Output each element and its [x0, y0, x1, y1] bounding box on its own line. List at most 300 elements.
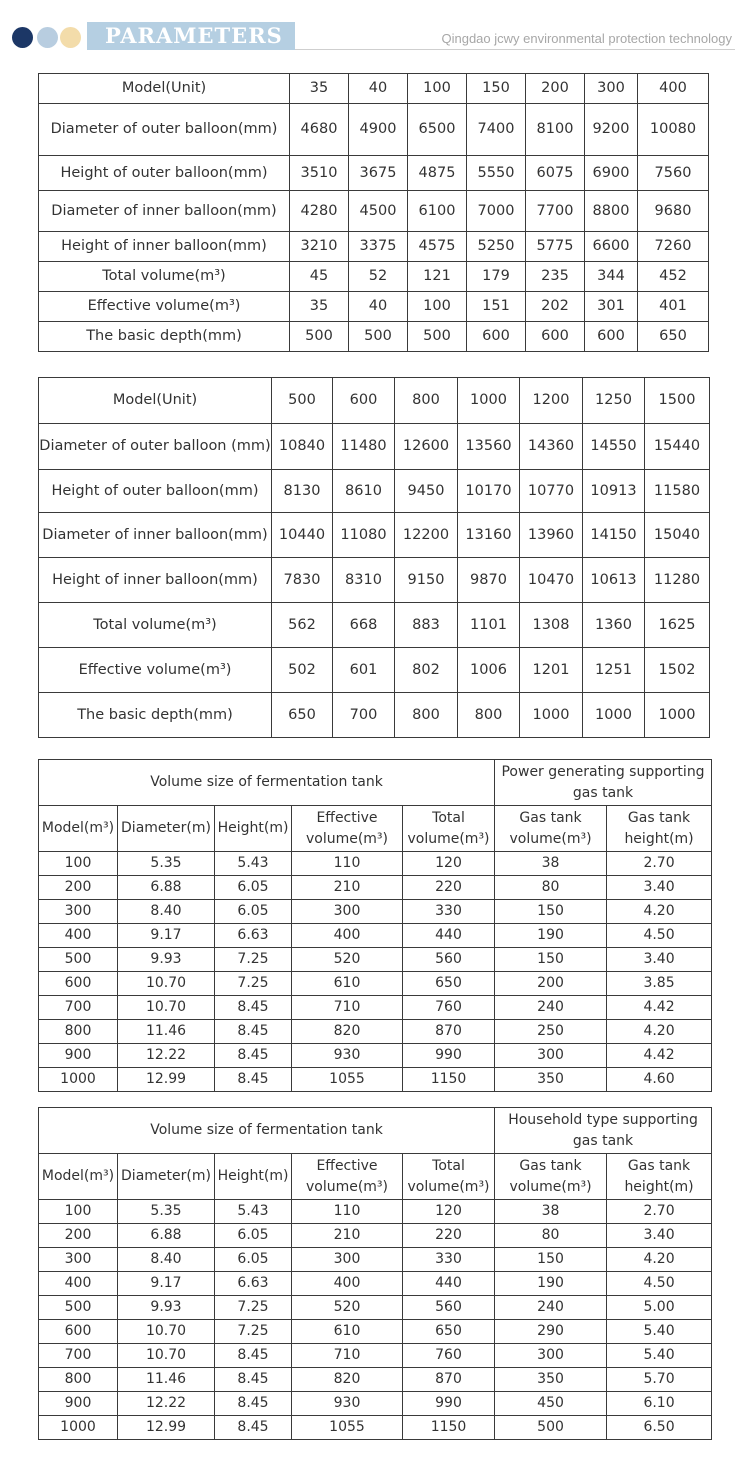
- value-cell: 15040: [645, 513, 710, 558]
- value-cell: 15440: [645, 424, 710, 470]
- value-cell: 500: [272, 378, 333, 424]
- value-cell: 2.70: [607, 852, 712, 876]
- value-cell: 301: [585, 292, 638, 322]
- value-cell: 3210: [290, 232, 349, 262]
- value-cell: 179: [467, 262, 526, 292]
- value-cell: 4900: [349, 104, 408, 156]
- value-cell: 300: [495, 1044, 607, 1068]
- value-cell: 6.63: [215, 1272, 292, 1296]
- value-cell: 1150: [403, 1416, 495, 1440]
- value-cell: 13560: [458, 424, 520, 470]
- value-cell: 151: [467, 292, 526, 322]
- value-cell: 5.35: [118, 852, 215, 876]
- value-cell: 4.42: [607, 1044, 712, 1068]
- value-cell: 190: [495, 1272, 607, 1296]
- value-cell: 11280: [645, 558, 710, 603]
- value-cell: 8.40: [118, 900, 215, 924]
- value-cell: 300: [292, 900, 403, 924]
- row-label-cell: Height of outer balloon(mm): [39, 470, 272, 513]
- page-header: [0, 0, 750, 60]
- column-header-cell: Diameter(m): [118, 1154, 215, 1200]
- value-cell: 12.22: [118, 1392, 215, 1416]
- value-cell: 1201: [520, 648, 583, 693]
- value-cell: 710: [292, 996, 403, 1020]
- value-cell: 6075: [526, 156, 585, 191]
- column-header-cell: Model(m³): [39, 806, 118, 852]
- value-cell: 38: [495, 852, 607, 876]
- table-row: [39, 232, 709, 262]
- value-cell: 235: [526, 262, 585, 292]
- value-cell: 4875: [408, 156, 467, 191]
- value-cell: 4680: [290, 104, 349, 156]
- table-row: [39, 876, 712, 900]
- row-label-cell: 800: [39, 1020, 118, 1044]
- value-cell: 150: [495, 900, 607, 924]
- table-row: [39, 1296, 712, 1320]
- table-row: [39, 1020, 712, 1044]
- row-label-cell: 400: [39, 924, 118, 948]
- row-label-cell: Height of outer balloon(mm): [39, 156, 290, 191]
- value-cell: 7400: [467, 104, 526, 156]
- value-cell: 1000: [583, 693, 645, 738]
- value-cell: 11.46: [118, 1020, 215, 1044]
- value-cell: 5.43: [215, 852, 292, 876]
- value-cell: 240: [495, 1296, 607, 1320]
- row-label-cell: 200: [39, 1224, 118, 1248]
- value-cell: 3510: [290, 156, 349, 191]
- value-cell: 150: [495, 1248, 607, 1272]
- row-label-cell: Diameter of outer balloon(mm): [39, 104, 290, 156]
- value-cell: 6.88: [118, 1224, 215, 1248]
- value-cell: 8130: [272, 470, 333, 513]
- value-cell: 8610: [333, 470, 395, 513]
- value-cell: 100: [408, 292, 467, 322]
- value-cell: 10.70: [118, 972, 215, 996]
- value-cell: 800: [395, 378, 458, 424]
- value-cell: 12200: [395, 513, 458, 558]
- value-cell: 9.17: [118, 1272, 215, 1296]
- value-cell: 650: [403, 1320, 495, 1344]
- value-cell: 190: [495, 924, 607, 948]
- value-cell: 10840: [272, 424, 333, 470]
- value-cell: 560: [403, 948, 495, 972]
- value-cell: 40: [349, 292, 408, 322]
- table-row: [39, 104, 709, 156]
- value-cell: 5.00: [607, 1296, 712, 1320]
- row-label-cell: 900: [39, 1044, 118, 1068]
- table-row: [39, 648, 710, 693]
- value-cell: 6900: [585, 156, 638, 191]
- value-cell: 110: [292, 1200, 403, 1224]
- value-cell: 7.25: [215, 948, 292, 972]
- value-cell: 870: [403, 1368, 495, 1392]
- table-row: [39, 1416, 712, 1440]
- value-cell: 250: [495, 1020, 607, 1044]
- row-label-cell: Model(Unit): [39, 378, 272, 424]
- value-cell: 14360: [520, 424, 583, 470]
- row-label-cell: 700: [39, 1344, 118, 1368]
- column-header-cell: Height(m): [215, 1154, 292, 1200]
- value-cell: 38: [495, 1200, 607, 1224]
- value-cell: 220: [403, 876, 495, 900]
- column-header-cell: Total volume(m³): [403, 806, 495, 852]
- column-header-cell: Gas tank volume(m³): [495, 1154, 607, 1200]
- value-cell: 1150: [403, 1068, 495, 1092]
- table-row: [39, 1368, 712, 1392]
- value-cell: 990: [403, 1044, 495, 1068]
- group-header-fermentation: Volume size of fermentation tank: [39, 1108, 495, 1154]
- row-label-cell: The basic depth(mm): [39, 693, 272, 738]
- value-cell: 52: [349, 262, 408, 292]
- page-title: PARAMETERS: [87, 22, 295, 50]
- value-cell: 10080: [638, 104, 709, 156]
- value-cell: 120: [403, 1200, 495, 1224]
- row-label-cell: 300: [39, 900, 118, 924]
- value-cell: 4575: [408, 232, 467, 262]
- value-cell: 5.43: [215, 1200, 292, 1224]
- value-cell: 1502: [645, 648, 710, 693]
- table-row: [39, 1272, 712, 1296]
- value-cell: 7.25: [215, 1296, 292, 1320]
- value-cell: 9200: [585, 104, 638, 156]
- value-cell: 2.70: [607, 1200, 712, 1224]
- value-cell: 8.45: [215, 1392, 292, 1416]
- value-cell: 700: [333, 693, 395, 738]
- value-cell: 870: [403, 1020, 495, 1044]
- value-cell: 1055: [292, 1068, 403, 1092]
- value-cell: 200: [495, 972, 607, 996]
- value-cell: 4.50: [607, 1272, 712, 1296]
- row-label-cell: Model(Unit): [39, 74, 290, 104]
- row-label-cell: 1000: [39, 1416, 118, 1440]
- column-header-cell: Diameter(m): [118, 806, 215, 852]
- value-cell: 300: [495, 1344, 607, 1368]
- parameter-table-large-models: [38, 377, 710, 738]
- value-cell: 330: [403, 1248, 495, 1272]
- value-cell: 11580: [645, 470, 710, 513]
- table-row: [39, 1392, 712, 1416]
- value-cell: 7700: [526, 191, 585, 232]
- value-cell: 290: [495, 1320, 607, 1344]
- value-cell: 121: [408, 262, 467, 292]
- value-cell: 883: [395, 603, 458, 648]
- value-cell: 10613: [583, 558, 645, 603]
- value-cell: 5.40: [607, 1320, 712, 1344]
- column-header-cell: Model(m³): [39, 1154, 118, 1200]
- value-cell: 1250: [583, 378, 645, 424]
- value-cell: 520: [292, 948, 403, 972]
- value-cell: 7.25: [215, 972, 292, 996]
- row-label-cell: Effective volume(m³): [39, 292, 290, 322]
- value-cell: 8.45: [215, 1068, 292, 1092]
- value-cell: 8.45: [215, 1044, 292, 1068]
- table-row: [39, 972, 712, 996]
- value-cell: 40: [349, 74, 408, 104]
- value-cell: 7.25: [215, 1320, 292, 1344]
- value-cell: 820: [292, 1020, 403, 1044]
- row-label-cell: 700: [39, 996, 118, 1020]
- value-cell: 35: [290, 74, 349, 104]
- column-header-cell: Gas tank height(m): [607, 806, 712, 852]
- row-label-cell: Diameter of inner balloon(mm): [39, 191, 290, 232]
- row-label-cell: 500: [39, 1296, 118, 1320]
- value-cell: 6.05: [215, 1224, 292, 1248]
- value-cell: 6.63: [215, 924, 292, 948]
- value-cell: 80: [495, 1224, 607, 1248]
- value-cell: 10.70: [118, 1320, 215, 1344]
- value-cell: 930: [292, 1044, 403, 1068]
- row-label-cell: 600: [39, 1320, 118, 1344]
- row-label-cell: Diameter of outer balloon (mm): [39, 424, 272, 470]
- value-cell: 13160: [458, 513, 520, 558]
- value-cell: 202: [526, 292, 585, 322]
- value-cell: 8800: [585, 191, 638, 232]
- value-cell: 500: [349, 322, 408, 352]
- value-cell: 3.40: [607, 876, 712, 900]
- value-cell: 8.45: [215, 1344, 292, 1368]
- row-label-cell: 500: [39, 948, 118, 972]
- value-cell: 10.70: [118, 996, 215, 1020]
- value-cell: 400: [292, 924, 403, 948]
- value-cell: 1000: [520, 693, 583, 738]
- value-cell: 800: [395, 693, 458, 738]
- header-divider: [295, 49, 735, 50]
- value-cell: 1101: [458, 603, 520, 648]
- value-cell: 300: [585, 74, 638, 104]
- value-cell: 440: [403, 1272, 495, 1296]
- value-cell: 6600: [585, 232, 638, 262]
- value-cell: 12.99: [118, 1068, 215, 1092]
- value-cell: 9.17: [118, 924, 215, 948]
- household-gas-tank-table: [38, 1107, 712, 1440]
- value-cell: 440: [403, 924, 495, 948]
- value-cell: 4.20: [607, 1248, 712, 1272]
- peach-dot-icon: [60, 27, 81, 48]
- table-row: [39, 513, 710, 558]
- value-cell: 3.85: [607, 972, 712, 996]
- value-cell: 80: [495, 876, 607, 900]
- value-cell: 502: [272, 648, 333, 693]
- value-cell: 1360: [583, 603, 645, 648]
- value-cell: 600: [467, 322, 526, 352]
- column-header-cell: Effective volume(m³): [292, 1154, 403, 1200]
- value-cell: 1000: [458, 378, 520, 424]
- row-label-cell: 100: [39, 852, 118, 876]
- table-row: [39, 603, 710, 648]
- value-cell: 12.99: [118, 1416, 215, 1440]
- value-cell: 7000: [467, 191, 526, 232]
- table-row: [39, 924, 712, 948]
- value-cell: 1251: [583, 648, 645, 693]
- value-cell: 450: [495, 1392, 607, 1416]
- value-cell: 820: [292, 1368, 403, 1392]
- value-cell: 452: [638, 262, 709, 292]
- value-cell: 12.22: [118, 1044, 215, 1068]
- row-label-cell: The basic depth(mm): [39, 322, 290, 352]
- value-cell: 990: [403, 1392, 495, 1416]
- table-row: [39, 1200, 712, 1224]
- table-row: [39, 424, 710, 470]
- value-cell: 9.93: [118, 1296, 215, 1320]
- value-cell: 560: [403, 1296, 495, 1320]
- value-cell: 1500: [645, 378, 710, 424]
- value-cell: 600: [585, 322, 638, 352]
- table-row: [39, 1344, 712, 1368]
- parameter-table-small-models: [38, 73, 709, 352]
- value-cell: 6100: [408, 191, 467, 232]
- value-cell: 5.40: [607, 1344, 712, 1368]
- value-cell: 5775: [526, 232, 585, 262]
- value-cell: 1055: [292, 1416, 403, 1440]
- value-cell: 120: [403, 852, 495, 876]
- value-cell: 1308: [520, 603, 583, 648]
- value-cell: 1000: [645, 693, 710, 738]
- value-cell: 8.45: [215, 1368, 292, 1392]
- value-cell: 802: [395, 648, 458, 693]
- company-name: Qingdao jcwy environmental protection technology: [441, 31, 732, 46]
- value-cell: 10470: [520, 558, 583, 603]
- column-header-row: [39, 1154, 712, 1200]
- value-cell: 14150: [583, 513, 645, 558]
- column-header-cell: Effective volume(m³): [292, 806, 403, 852]
- table-row: [39, 996, 712, 1020]
- row-label-cell: Height of inner balloon(mm): [39, 558, 272, 603]
- row-label-cell: Total volume(m³): [39, 603, 272, 648]
- value-cell: 6500: [408, 104, 467, 156]
- value-cell: 4.20: [607, 1020, 712, 1044]
- value-cell: 6.05: [215, 1248, 292, 1272]
- value-cell: 650: [272, 693, 333, 738]
- value-cell: 4.60: [607, 1068, 712, 1092]
- value-cell: 8.45: [215, 1416, 292, 1440]
- table-row: [39, 156, 709, 191]
- value-cell: 8.40: [118, 1248, 215, 1272]
- row-label-cell: Effective volume(m³): [39, 648, 272, 693]
- value-cell: 350: [495, 1368, 607, 1392]
- table-row: [39, 1224, 712, 1248]
- value-cell: 10913: [583, 470, 645, 513]
- power-generating-gas-tank-table: [38, 759, 712, 1092]
- value-cell: 400: [292, 1272, 403, 1296]
- value-cell: 760: [403, 1344, 495, 1368]
- table-row: [39, 74, 709, 104]
- row-label-cell: 600: [39, 972, 118, 996]
- value-cell: 760: [403, 996, 495, 1020]
- value-cell: 1006: [458, 648, 520, 693]
- value-cell: 45: [290, 262, 349, 292]
- value-cell: 4.42: [607, 996, 712, 1020]
- table-row: [39, 378, 710, 424]
- table-row: [39, 1068, 712, 1092]
- value-cell: 9870: [458, 558, 520, 603]
- value-cell: 10770: [520, 470, 583, 513]
- table-row: [39, 852, 712, 876]
- value-cell: 600: [333, 378, 395, 424]
- value-cell: 710: [292, 1344, 403, 1368]
- value-cell: 35: [290, 292, 349, 322]
- value-cell: 12600: [395, 424, 458, 470]
- value-cell: 150: [467, 74, 526, 104]
- table-row: [39, 292, 709, 322]
- column-header-cell: Gas tank height(m): [607, 1154, 712, 1200]
- column-header-cell: Height(m): [215, 806, 292, 852]
- group-header-gas-tank: Power generating supporting gas tank: [495, 760, 712, 806]
- value-cell: 10170: [458, 470, 520, 513]
- value-cell: 9150: [395, 558, 458, 603]
- value-cell: 5250: [467, 232, 526, 262]
- light-blue-dot-icon: [37, 27, 58, 48]
- value-cell: 150: [495, 948, 607, 972]
- table-row: [39, 558, 710, 603]
- value-cell: 610: [292, 1320, 403, 1344]
- row-label-cell: 800: [39, 1368, 118, 1392]
- value-cell: 200: [526, 74, 585, 104]
- value-cell: 100: [408, 74, 467, 104]
- value-cell: 5550: [467, 156, 526, 191]
- value-cell: 9.93: [118, 948, 215, 972]
- row-label-cell: 1000: [39, 1068, 118, 1092]
- table-row: [39, 693, 710, 738]
- column-header-cell: Total volume(m³): [403, 1154, 495, 1200]
- value-cell: 4280: [290, 191, 349, 232]
- value-cell: 500: [495, 1416, 607, 1440]
- value-cell: 6.05: [215, 876, 292, 900]
- table-row: [39, 262, 709, 292]
- value-cell: 1625: [645, 603, 710, 648]
- value-cell: 4.50: [607, 924, 712, 948]
- value-cell: 3675: [349, 156, 408, 191]
- value-cell: 210: [292, 876, 403, 900]
- value-cell: 8.45: [215, 1020, 292, 1044]
- group-header-fermentation: Volume size of fermentation tank: [39, 760, 495, 806]
- value-cell: 7260: [638, 232, 709, 262]
- value-cell: 344: [585, 262, 638, 292]
- row-label-cell: Diameter of inner balloon(mm): [39, 513, 272, 558]
- table-row: [39, 1320, 712, 1344]
- value-cell: 210: [292, 1224, 403, 1248]
- value-cell: 5.35: [118, 1200, 215, 1224]
- value-cell: 10440: [272, 513, 333, 558]
- value-cell: 6.10: [607, 1392, 712, 1416]
- value-cell: 400: [638, 74, 709, 104]
- value-cell: 220: [403, 1224, 495, 1248]
- value-cell: 7560: [638, 156, 709, 191]
- row-label-cell: 200: [39, 876, 118, 900]
- value-cell: 610: [292, 972, 403, 996]
- table-row: [39, 470, 710, 513]
- row-label-cell: 900: [39, 1392, 118, 1416]
- value-cell: 3.40: [607, 948, 712, 972]
- row-label-cell: 100: [39, 1200, 118, 1224]
- value-cell: 110: [292, 852, 403, 876]
- value-cell: 401: [638, 292, 709, 322]
- navy-dot-icon: [12, 27, 33, 48]
- value-cell: 4500: [349, 191, 408, 232]
- value-cell: 5.70: [607, 1368, 712, 1392]
- table-row: [39, 1248, 712, 1272]
- table-row: [39, 900, 712, 924]
- value-cell: 350: [495, 1068, 607, 1092]
- value-cell: 11.46: [118, 1368, 215, 1392]
- value-cell: 7830: [272, 558, 333, 603]
- value-cell: 9680: [638, 191, 709, 232]
- group-header-gas-tank: Household type supporting gas tank: [495, 1108, 712, 1154]
- value-cell: 650: [638, 322, 709, 352]
- value-cell: 10.70: [118, 1344, 215, 1368]
- value-cell: 8.45: [215, 996, 292, 1020]
- column-header-cell: Gas tank volume(m³): [495, 806, 607, 852]
- value-cell: 330: [403, 900, 495, 924]
